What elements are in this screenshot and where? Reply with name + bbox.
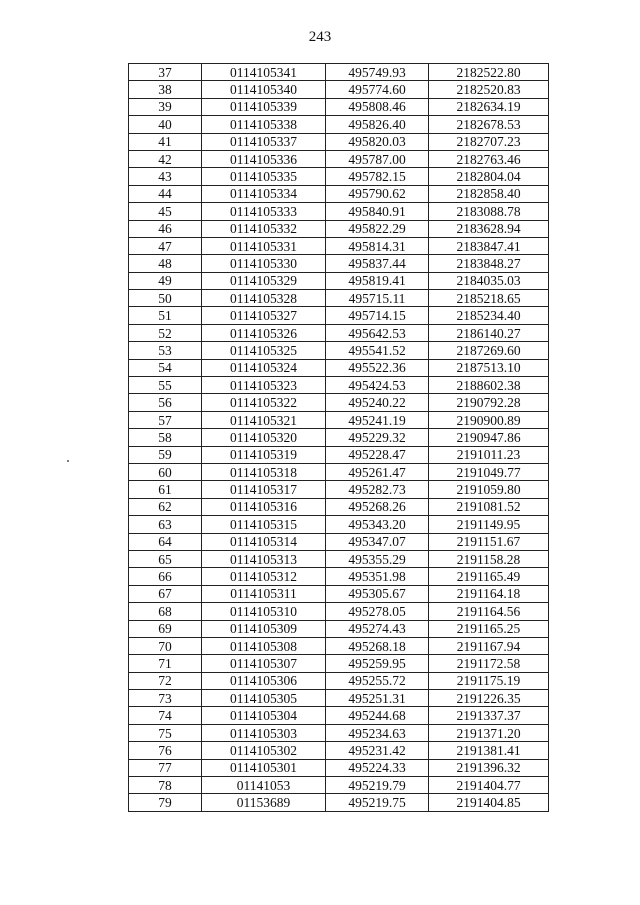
x-coordinate-cell: 495522.36 (326, 359, 429, 376)
table-row (129, 150, 549, 167)
table-row (129, 550, 549, 567)
row-number-cell: 37 (129, 64, 202, 81)
row-number-cell: 52 (129, 324, 202, 341)
point-id-cell: 0114105325 (202, 342, 326, 359)
point-id-cell: 01153689 (202, 794, 326, 811)
x-coordinate-cell: 495231.42 (326, 742, 429, 759)
table-row (129, 168, 549, 185)
x-coordinate-cell: 495240.22 (326, 394, 429, 411)
coordinates-table (128, 63, 549, 812)
row-number-cell: 62 (129, 498, 202, 515)
row-number-cell: 68 (129, 603, 202, 620)
table-row (129, 116, 549, 133)
x-coordinate-cell: 495820.03 (326, 133, 429, 150)
table-row (129, 777, 549, 794)
x-coordinate-cell: 495541.52 (326, 342, 429, 359)
table-row (129, 324, 549, 341)
point-id-cell: 0114105326 (202, 324, 326, 341)
x-coordinate-cell: 495278.05 (326, 603, 429, 620)
point-id-cell: 0114105323 (202, 377, 326, 394)
point-id-cell: 0114105307 (202, 655, 326, 672)
row-number-cell: 77 (129, 759, 202, 776)
y-coordinate-cell: 2184035.03 (429, 272, 549, 289)
x-coordinate-cell: 495814.31 (326, 237, 429, 254)
table-row (129, 516, 549, 533)
point-id-cell: 0114105309 (202, 620, 326, 637)
row-number-cell: 60 (129, 463, 202, 480)
row-number-cell: 71 (129, 655, 202, 672)
row-number-cell: 72 (129, 672, 202, 689)
point-id-cell: 0114105324 (202, 359, 326, 376)
y-coordinate-cell: 2182763.46 (429, 150, 549, 167)
x-coordinate-cell: 495229.32 (326, 429, 429, 446)
point-id-cell: 0114105315 (202, 516, 326, 533)
row-number-cell: 56 (129, 394, 202, 411)
x-coordinate-cell: 495714.15 (326, 307, 429, 324)
y-coordinate-cell: 2191165.49 (429, 568, 549, 585)
x-coordinate-cell: 495819.41 (326, 272, 429, 289)
table-row (129, 377, 549, 394)
table-row (129, 533, 549, 550)
y-coordinate-cell: 2187513.10 (429, 359, 549, 376)
y-coordinate-cell: 2183088.78 (429, 203, 549, 220)
point-id-cell: 0114105312 (202, 568, 326, 585)
table-row (129, 690, 549, 707)
y-coordinate-cell: 2191164.18 (429, 585, 549, 602)
y-coordinate-cell: 2191158.28 (429, 550, 549, 567)
y-coordinate-cell: 2190900.89 (429, 411, 549, 428)
y-coordinate-cell: 2182678.53 (429, 116, 549, 133)
y-coordinate-cell: 2191167.94 (429, 637, 549, 654)
row-number-cell: 55 (129, 377, 202, 394)
y-coordinate-cell: 2182522.80 (429, 64, 549, 81)
point-id-cell: 0114105332 (202, 220, 326, 237)
row-number-cell: 70 (129, 637, 202, 654)
table-row (129, 411, 549, 428)
table-row (129, 185, 549, 202)
table-row (129, 759, 549, 776)
x-coordinate-cell: 495255.72 (326, 672, 429, 689)
page-number: 243 (308, 29, 332, 45)
table-row (129, 620, 549, 637)
point-id-cell: 0114105301 (202, 759, 326, 776)
x-coordinate-cell: 495355.29 (326, 550, 429, 567)
row-number-cell: 79 (129, 794, 202, 811)
y-coordinate-cell: 2191011.23 (429, 446, 549, 463)
x-coordinate-cell: 495282.73 (326, 481, 429, 498)
row-number-cell: 76 (129, 742, 202, 759)
point-id-cell: 0114105305 (202, 690, 326, 707)
table-row (129, 394, 549, 411)
row-number-cell: 43 (129, 168, 202, 185)
y-coordinate-cell: 2182707.23 (429, 133, 549, 150)
y-coordinate-cell: 2187269.60 (429, 342, 549, 359)
row-number-cell: 64 (129, 533, 202, 550)
table-row (129, 359, 549, 376)
row-number-cell: 48 (129, 255, 202, 272)
x-coordinate-cell: 495224.33 (326, 759, 429, 776)
y-coordinate-cell: 2191396.32 (429, 759, 549, 776)
x-coordinate-cell: 495343.20 (326, 516, 429, 533)
table-row (129, 603, 549, 620)
table-row (129, 463, 549, 480)
point-id-cell: 0114105338 (202, 116, 326, 133)
point-id-cell: 0114105311 (202, 585, 326, 602)
point-id-cell: 0114105336 (202, 150, 326, 167)
x-coordinate-cell: 495219.79 (326, 777, 429, 794)
table-row (129, 220, 549, 237)
point-id-cell: 0114105340 (202, 81, 326, 98)
y-coordinate-cell: 2191371.20 (429, 724, 549, 741)
row-number-cell: 63 (129, 516, 202, 533)
table-row (129, 481, 549, 498)
y-coordinate-cell: 2183848.27 (429, 255, 549, 272)
point-id-cell: 0114105302 (202, 742, 326, 759)
x-coordinate-cell: 495808.46 (326, 98, 429, 115)
point-id-cell: 0114105331 (202, 237, 326, 254)
point-id-cell: 0114105317 (202, 481, 326, 498)
row-number-cell: 41 (129, 133, 202, 150)
y-coordinate-cell: 2191164.56 (429, 603, 549, 620)
y-coordinate-cell: 2182520.83 (429, 81, 549, 98)
x-coordinate-cell: 495822.29 (326, 220, 429, 237)
point-id-cell: 01141053 (202, 777, 326, 794)
x-coordinate-cell: 495241.19 (326, 411, 429, 428)
x-coordinate-cell: 495840.91 (326, 203, 429, 220)
y-coordinate-cell: 2188602.38 (429, 377, 549, 394)
y-coordinate-cell: 2191337.37 (429, 707, 549, 724)
row-number-cell: 61 (129, 481, 202, 498)
y-coordinate-cell: 2191151.67 (429, 533, 549, 550)
point-id-cell: 0114105330 (202, 255, 326, 272)
table-row (129, 429, 549, 446)
row-number-cell: 39 (129, 98, 202, 115)
y-coordinate-cell: 2191149.95 (429, 516, 549, 533)
row-number-cell: 42 (129, 150, 202, 167)
table-row (129, 255, 549, 272)
x-coordinate-cell: 495715.11 (326, 290, 429, 307)
table-row (129, 794, 549, 811)
point-id-cell: 0114105306 (202, 672, 326, 689)
row-number-cell: 49 (129, 272, 202, 289)
point-id-cell: 0114105339 (202, 98, 326, 115)
row-number-cell: 47 (129, 237, 202, 254)
y-coordinate-cell: 2191081.52 (429, 498, 549, 515)
point-id-cell: 0114105319 (202, 446, 326, 463)
y-coordinate-cell: 2191404.77 (429, 777, 549, 794)
x-coordinate-cell: 495782.15 (326, 168, 429, 185)
x-coordinate-cell: 495251.31 (326, 690, 429, 707)
x-coordinate-cell: 495424.53 (326, 377, 429, 394)
point-id-cell: 0114105316 (202, 498, 326, 515)
y-coordinate-cell: 2186140.27 (429, 324, 549, 341)
point-id-cell: 0114105314 (202, 533, 326, 550)
y-coordinate-cell: 2191226.35 (429, 690, 549, 707)
y-coordinate-cell: 2191404.85 (429, 794, 549, 811)
point-id-cell: 0114105328 (202, 290, 326, 307)
table-row (129, 290, 549, 307)
point-id-cell: 0114105313 (202, 550, 326, 567)
table-row (129, 446, 549, 463)
x-coordinate-cell: 495234.63 (326, 724, 429, 741)
table-row (129, 133, 549, 150)
point-id-cell: 0114105303 (202, 724, 326, 741)
table-row (129, 203, 549, 220)
row-number-cell: 45 (129, 203, 202, 220)
point-id-cell: 0114105321 (202, 411, 326, 428)
point-id-cell: 0114105334 (202, 185, 326, 202)
x-coordinate-cell: 495259.95 (326, 655, 429, 672)
point-id-cell: 0114105308 (202, 637, 326, 654)
point-id-cell: 0114105304 (202, 707, 326, 724)
point-id-cell: 0114105322 (202, 394, 326, 411)
point-id-cell: 0114105327 (202, 307, 326, 324)
y-coordinate-cell: 2191172.58 (429, 655, 549, 672)
x-coordinate-cell: 495774.60 (326, 81, 429, 98)
table-body (129, 64, 549, 812)
x-coordinate-cell: 495261.47 (326, 463, 429, 480)
y-coordinate-cell: 2191059.80 (429, 481, 549, 498)
y-coordinate-cell: 2185218.65 (429, 290, 549, 307)
x-coordinate-cell: 495347.07 (326, 533, 429, 550)
table-row (129, 342, 549, 359)
row-number-cell: 46 (129, 220, 202, 237)
table-row (129, 98, 549, 115)
row-number-cell: 67 (129, 585, 202, 602)
point-id-cell: 0114105335 (202, 168, 326, 185)
x-coordinate-cell: 495305.67 (326, 585, 429, 602)
row-number-cell: 69 (129, 620, 202, 637)
x-coordinate-cell: 495219.75 (326, 794, 429, 811)
table-row (129, 655, 549, 672)
point-id-cell: 0114105333 (202, 203, 326, 220)
y-coordinate-cell: 2191165.25 (429, 620, 549, 637)
row-number-cell: 53 (129, 342, 202, 359)
row-number-cell: 75 (129, 724, 202, 741)
y-coordinate-cell: 2182634.19 (429, 98, 549, 115)
y-coordinate-cell: 2191381.41 (429, 742, 549, 759)
table-row (129, 707, 549, 724)
x-coordinate-cell: 495749.93 (326, 64, 429, 81)
y-coordinate-cell: 2183628.94 (429, 220, 549, 237)
row-number-cell: 59 (129, 446, 202, 463)
point-id-cell: 0114105318 (202, 463, 326, 480)
x-coordinate-cell: 495837.44 (326, 255, 429, 272)
table-row (129, 585, 549, 602)
row-number-cell: 51 (129, 307, 202, 324)
table-row (129, 637, 549, 654)
row-number-cell: 50 (129, 290, 202, 307)
table-row (129, 237, 549, 254)
stray-mark (67, 460, 69, 462)
table-row (129, 672, 549, 689)
table-row (129, 724, 549, 741)
x-coordinate-cell: 495228.47 (326, 446, 429, 463)
x-coordinate-cell: 495268.18 (326, 637, 429, 654)
y-coordinate-cell: 2190947.86 (429, 429, 549, 446)
x-coordinate-cell: 495787.00 (326, 150, 429, 167)
x-coordinate-cell: 495274.43 (326, 620, 429, 637)
row-number-cell: 44 (129, 185, 202, 202)
point-id-cell: 0114105337 (202, 133, 326, 150)
x-coordinate-cell: 495268.26 (326, 498, 429, 515)
table-row (129, 568, 549, 585)
row-number-cell: 65 (129, 550, 202, 567)
table-row (129, 742, 549, 759)
point-id-cell: 0114105310 (202, 603, 326, 620)
y-coordinate-cell: 2183847.41 (429, 237, 549, 254)
row-number-cell: 54 (129, 359, 202, 376)
y-coordinate-cell: 2191175.19 (429, 672, 549, 689)
x-coordinate-cell: 495244.68 (326, 707, 429, 724)
x-coordinate-cell: 495351.98 (326, 568, 429, 585)
point-id-cell: 0114105320 (202, 429, 326, 446)
table-row (129, 64, 549, 81)
row-number-cell: 38 (129, 81, 202, 98)
row-number-cell: 57 (129, 411, 202, 428)
row-number-cell: 78 (129, 777, 202, 794)
row-number-cell: 40 (129, 116, 202, 133)
y-coordinate-cell: 2185234.40 (429, 307, 549, 324)
y-coordinate-cell: 2182858.40 (429, 185, 549, 202)
row-number-cell: 74 (129, 707, 202, 724)
point-id-cell: 0114105341 (202, 64, 326, 81)
x-coordinate-cell: 495642.53 (326, 324, 429, 341)
x-coordinate-cell: 495826.40 (326, 116, 429, 133)
row-number-cell: 66 (129, 568, 202, 585)
point-id-cell: 0114105329 (202, 272, 326, 289)
x-coordinate-cell: 495790.62 (326, 185, 429, 202)
table-row (129, 81, 549, 98)
row-number-cell: 73 (129, 690, 202, 707)
table-row (129, 307, 549, 324)
row-number-cell: 58 (129, 429, 202, 446)
y-coordinate-cell: 2190792.28 (429, 394, 549, 411)
table-row (129, 498, 549, 515)
y-coordinate-cell: 2182804.04 (429, 168, 549, 185)
y-coordinate-cell: 2191049.77 (429, 463, 549, 480)
table-row (129, 272, 549, 289)
